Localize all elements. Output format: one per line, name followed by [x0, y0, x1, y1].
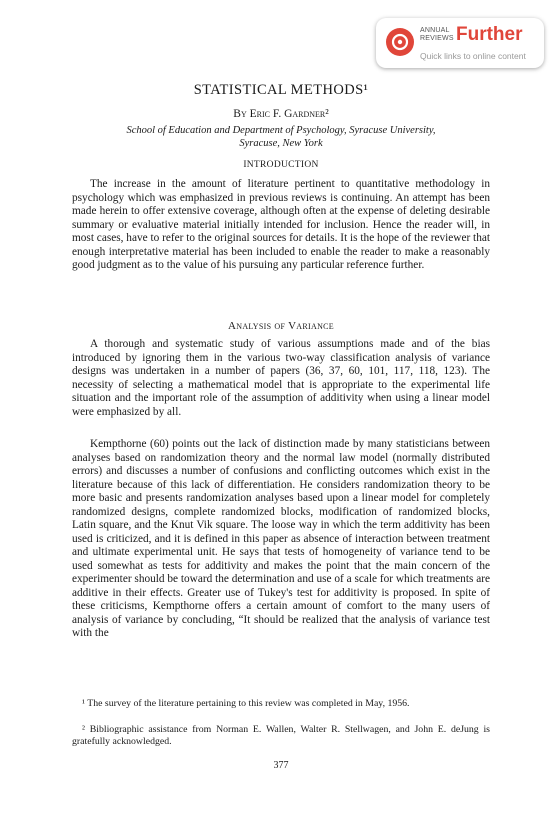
affiliation-line-1: School of Education and Department of Psychology, Syracuse University,	[126, 125, 436, 136]
article-title: STATISTICAL METHODS¹	[193, 82, 369, 98]
further-title[interactable]: Further	[456, 24, 523, 45]
annual-reviews-logo-icon	[386, 28, 414, 56]
footnote-2: ² Bibliographic assistance from Norman E. Wallen, Walter R. Stellwagen, and John E. deJung is gratefully acknowledged.	[72, 724, 490, 747]
footnote-1: ¹ The survey of the literature pertaining to this review was completed in May, 1956.	[82, 698, 410, 709]
further-subtitle[interactable]: Quick links to online content	[420, 51, 526, 61]
affiliation-line-2: Syracuse, New York	[239, 138, 323, 149]
author-byline: By Eric F. Gardner²	[233, 108, 329, 120]
analysis-of-variance-heading: Analysis of Variance	[228, 320, 334, 332]
publisher-line-2: REVIEWS	[420, 35, 454, 42]
annual-reviews-further-banner[interactable]	[376, 18, 544, 68]
introduction-paragraph: The increase in the amount of literature pertinent to quantitative methodology in psychology which was emphasized in previous reviews is continuing. An attempt has been made herein to offer extensive coverage, although often at the expense of deleting desirable summary or evaluative material initially intended for inclusion. Hence the reader will, in most cases, have to refer to the original sources for details. It is the hope of the reviewer that enough interpretative material has been included to enable the reader to make a reasonably good judgment as to the value of his pursuing any particular reference further.	[72, 178, 490, 271]
publisher-name	[420, 27, 454, 43]
anova-paragraph-2: Kempthorne (60) points out the lack of distinction made by many statisticians between analyses based on randomization theory and the normal law model (normally distributed errors) and discusses a number of confusions and conflicting outcomes which exist in the literature because of this lack of differentiation. He considers randomization theory to be more basic and presents randomization analyses based upon a linear model for completely randomized designs, complete randomized blocks, modification of randomized blocks, Latin square, and the Knut Vik square. The loose way in which the term additivity has been used is criticized, and it is defined in this paper as absence of interaction between treatment and ultimate experimental unit. He says that tests of homogeneity of variance tend to be used somewhat as tests for additivity and makes the point that the main concern of the experimenter should be toward the determination and use of a scale for which treatments are additive in their effects. Greater use of Tukey's test for additivity is proposed. In spite of these criticisms, Kempthorne offers a certain amount of comfort to the many users of analysis of variance by concluding, “It should be realized that the analysis of variance test with the	[72, 438, 490, 639]
author-affiliation	[72, 124, 490, 150]
introduction-heading: INTRODUCTION	[243, 160, 319, 170]
page-number: 377	[273, 760, 289, 771]
publisher-line-1: ANNUAL	[420, 27, 450, 34]
anova-paragraph-1: A thorough and systematic study of various assumptions made and of the bias introduced by ignoring them in the various two-way classification analysis of variance designs was undertaken in a number of papers (36, 37, 60, 101, 117, 118, 123). The necessity of selecting a mathematical model that is appropriate to the experimental life situation and the important role of the assumption of additivity when using a linear model were emphasized by all.	[72, 338, 490, 418]
